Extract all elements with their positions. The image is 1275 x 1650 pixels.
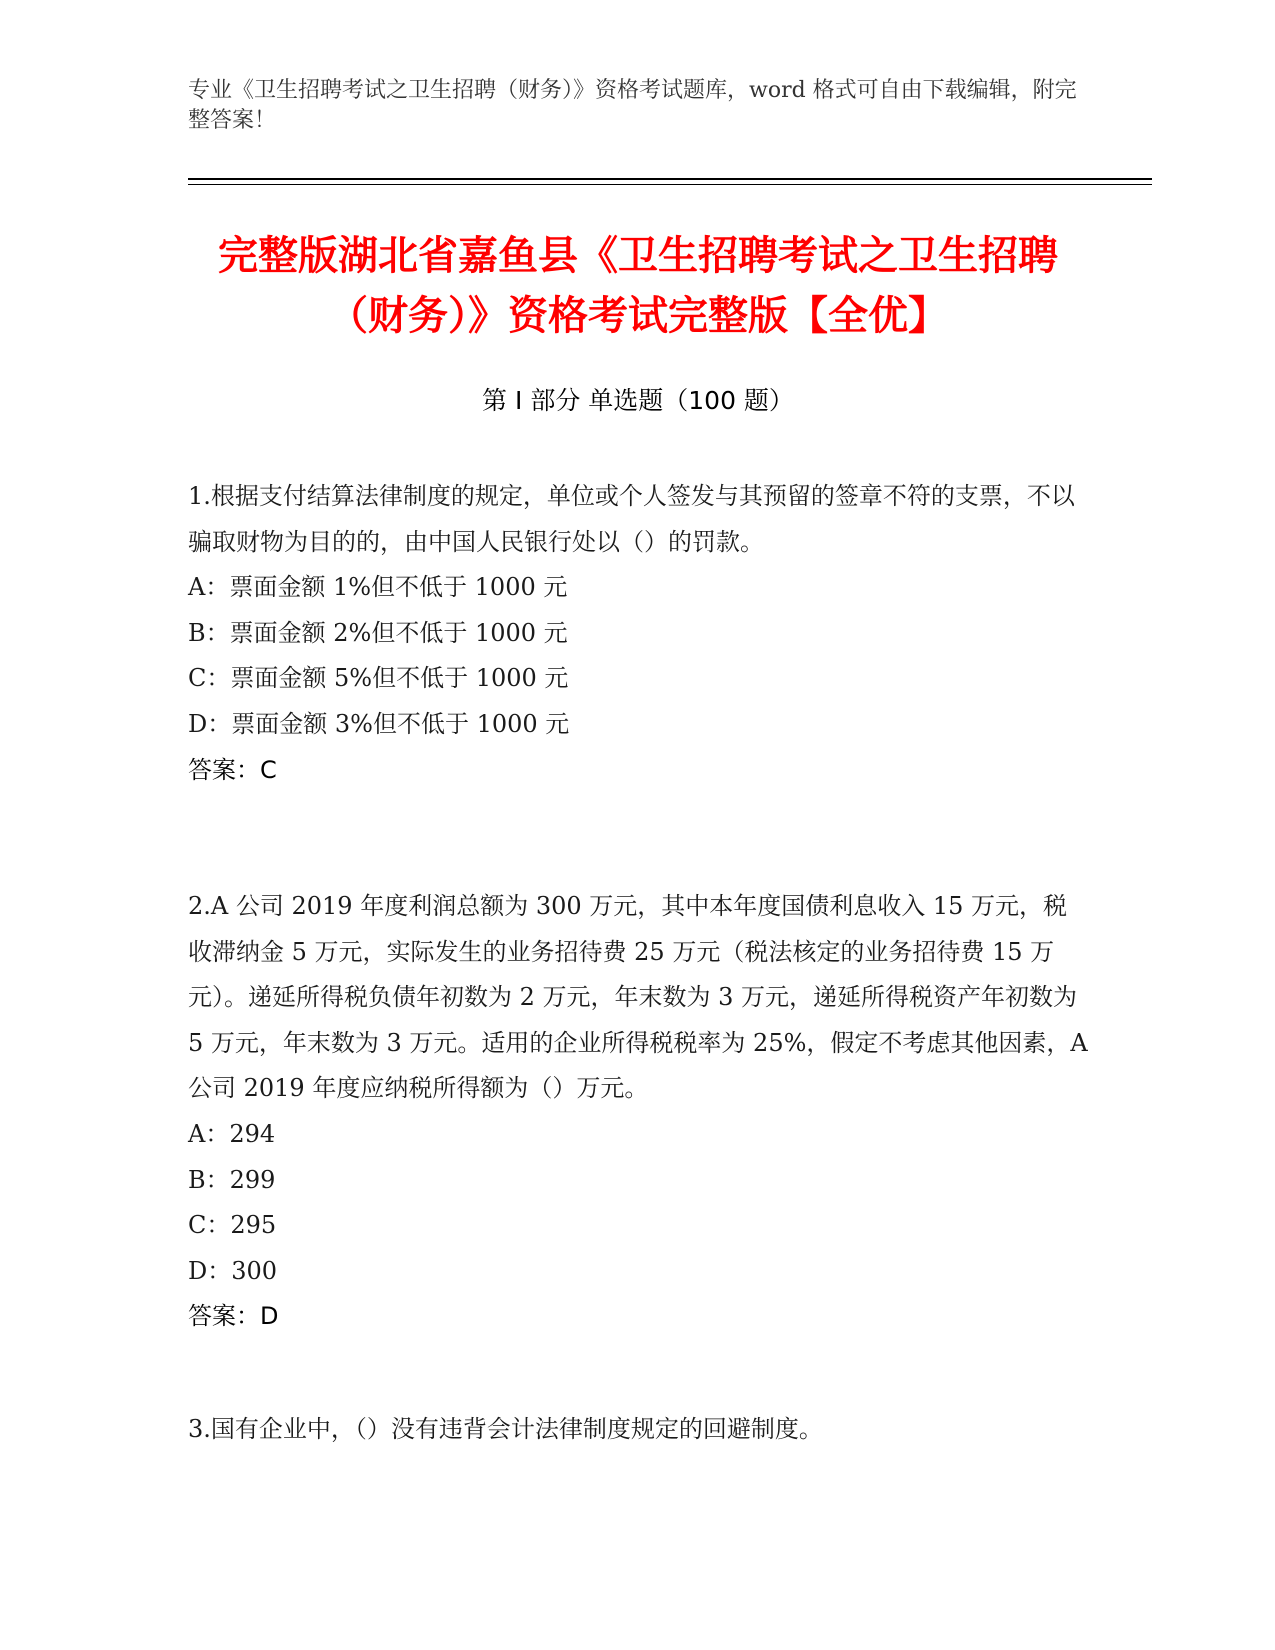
question-1 bbox=[188, 474, 1088, 793]
option-a: A：294 bbox=[188, 1119, 276, 1148]
answer: 答案：D bbox=[188, 1302, 279, 1331]
section-heading: 第 I 部分 单选题（100 题） bbox=[482, 386, 794, 415]
option-d: D：票面金额 3%但不低于 1000 元 bbox=[188, 709, 570, 738]
document-title: 完整版湖北省嘉鱼县《卫生招聘考试之卫生招聘（财务）》资格考试完整版【全优】 bbox=[218, 233, 1058, 339]
question-stem: 1.根据支付结算法律制度的规定，单位或个人签发与其预留的签章不符的支票，不以骗取财物为目的的，由中国人民银行处以（）的罚款。 bbox=[188, 482, 1075, 556]
question-3 bbox=[188, 1407, 1088, 1453]
option-b: B：299 bbox=[188, 1165, 276, 1194]
question-2 bbox=[188, 884, 1088, 1340]
answer: 答案：C bbox=[188, 755, 277, 784]
option-a: A：票面金额 1%但不低于 1000 元 bbox=[188, 573, 568, 602]
option-c: C：295 bbox=[188, 1211, 277, 1240]
header-rule-thin bbox=[188, 184, 1152, 185]
question-stem: 3.国有企业中，（）没有违背会计法律制度规定的回避制度。 bbox=[188, 1415, 823, 1443]
option-d: D：300 bbox=[188, 1256, 278, 1285]
header-note: 专业《卫生招聘考试之卫生招聘（财务）》资格考试题库，word 格式可自由下载编辑，附完整答案！ bbox=[188, 78, 1077, 133]
option-b: B：票面金额 2%但不低于 1000 元 bbox=[188, 618, 568, 647]
question-stem: 2.A 公司 2019 年度利润总额为 300 万元，其中本年度国债利息收入 15 万元，税收滞纳金 5 万元，实际发生的业务招待费 25 万元（税法核定的业务招待费 15 万元）。递延所得税负债年初数为 2 万元，年末数为 3 万元，递延所得税资产年初数为 5 万元，年末数为 3 万元。适用的企业所得税税率为 25%，假定不考虑其他因素，A 公司 2019 年度应纳税所得额为（）万元。 bbox=[188, 892, 1088, 1103]
header-rule-thick bbox=[188, 178, 1152, 180]
option-c: C：票面金额 5%但不低于 1000 元 bbox=[188, 664, 569, 693]
